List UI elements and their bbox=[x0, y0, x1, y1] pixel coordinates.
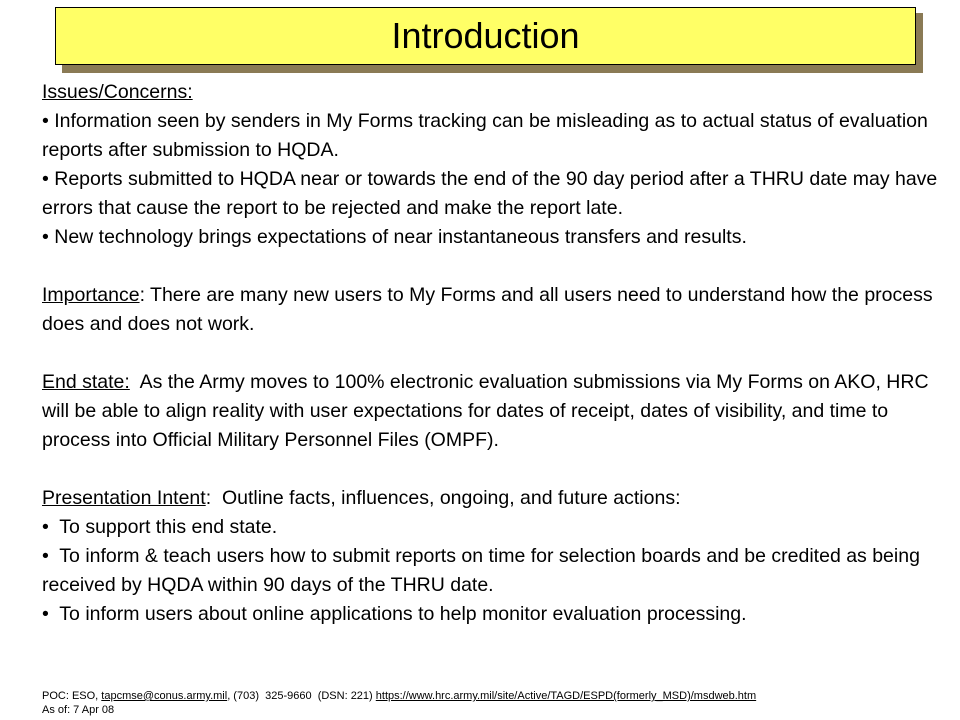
importance-paragraph bbox=[42, 281, 942, 339]
end-state-text: As the Army moves to 100% electronic evaluation submissions via My Forms on AKO, HRC will be able to align reality with user expectations for dates of receipt, dates of visibility, and time to process into Official Military Personnel Files (OMPF). bbox=[42, 371, 934, 451]
footer-email-link[interactable]: tapcmse@conus.army.mil bbox=[101, 690, 228, 702]
intent-bullet-3: • To inform users about online applications to help monitor evaluation processing. bbox=[42, 603, 747, 625]
footer-url-link[interactable]: https://www.hrc.army.mil/site/Active/TAGD/ESPD(formerly_MSD)/msdweb.htm bbox=[375, 690, 757, 702]
end-state-paragraph bbox=[42, 368, 942, 455]
intent-label: Presentation Intent bbox=[42, 487, 206, 509]
issues-bullet-3: • New technology brings expectations of near instantaneous transfers and results. bbox=[42, 226, 747, 248]
footer-poc-line bbox=[42, 689, 756, 703]
spacer bbox=[42, 455, 942, 484]
intent-paragraph bbox=[42, 484, 942, 513]
issues-bullet-1: • Information seen by senders in My Forms tracking can be misleading as to actual status of evaluation reports after submission to HQDA. bbox=[42, 110, 928, 161]
footer-as-of: As of: 7 Apr 08 bbox=[42, 704, 115, 716]
spacer bbox=[42, 252, 942, 281]
page-title: Introduction bbox=[391, 15, 580, 56]
intent-bullet-2: • To inform & teach users how to submit reports on time for selection boards and be credited as being received by HQDA within 90 days of the THRU date. bbox=[42, 545, 926, 596]
intent-text: : Outline facts, influences, ongoing, and future actions: bbox=[205, 487, 681, 509]
footer-poc-prefix: POC: ESO, bbox=[42, 690, 102, 702]
issues-bullet-2: • Reports submitted to HQDA near or towards the end of the 90 day period after a THRU date may have errors that cause the report to be rejected and make the report late. bbox=[42, 168, 938, 219]
footer bbox=[42, 689, 756, 717]
issues-heading: Issues/Concerns: bbox=[42, 81, 193, 103]
end-state-label: End state: bbox=[42, 371, 130, 393]
footer-phone: , (703) 325-9660 (DSN: 221) bbox=[227, 690, 376, 702]
title-box bbox=[55, 7, 916, 65]
slide-content bbox=[42, 78, 942, 629]
importance-text: : There are many new users to My Forms and all users need to understand how the process does and does not work. bbox=[42, 284, 933, 335]
importance-label: Importance bbox=[42, 284, 140, 306]
spacer bbox=[42, 339, 942, 368]
intent-bullet-1: • To support this end state. bbox=[42, 516, 278, 538]
